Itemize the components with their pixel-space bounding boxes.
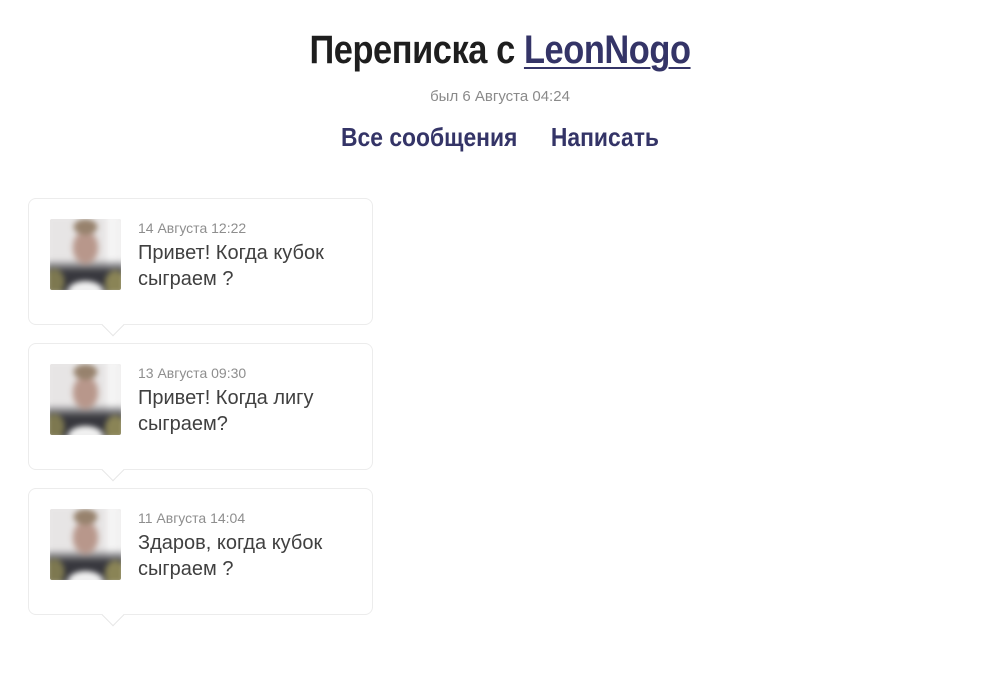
message-text: Привет! Когда лигу сыграем? — [138, 387, 314, 435]
title-text: Переписка с — [309, 28, 524, 72]
message-text: Привет! Когда кубок сыграем ? — [138, 242, 324, 290]
message-list — [28, 198, 373, 615]
user-photo — [50, 219, 121, 290]
messages-page — [0, 26, 1000, 700]
message-content — [138, 364, 350, 437]
message-card — [28, 343, 373, 470]
last-seen-status: был 6 Августа 04:24 — [430, 88, 570, 105]
message-text: Здаров, когда кубок сыграем ? — [138, 532, 323, 580]
bubble-tail — [102, 604, 125, 627]
message-content — [138, 509, 350, 582]
avatar — [50, 509, 121, 580]
message-timestamp: 14 Августа 12:22 — [138, 220, 247, 236]
message-card — [28, 488, 373, 615]
message-card — [28, 198, 373, 325]
bubble-tail — [102, 314, 125, 337]
nav-link-write[interactable]: Написать — [550, 122, 659, 152]
message-timestamp: 13 Августа 09:30 — [138, 365, 247, 381]
username-link[interactable]: LeonNogo — [523, 28, 691, 72]
user-photo — [50, 364, 121, 435]
header — [0, 26, 1000, 152]
bubble-tail — [102, 459, 125, 482]
page-title — [70, 26, 930, 74]
message-timestamp: 11 Августа 14:04 — [138, 510, 246, 526]
nav-link-all-messages[interactable]: Все сообщения — [340, 122, 518, 152]
nav — [60, 122, 940, 152]
message-content — [138, 219, 350, 292]
avatar — [50, 219, 121, 290]
user-photo — [50, 509, 121, 580]
avatar — [50, 364, 121, 435]
